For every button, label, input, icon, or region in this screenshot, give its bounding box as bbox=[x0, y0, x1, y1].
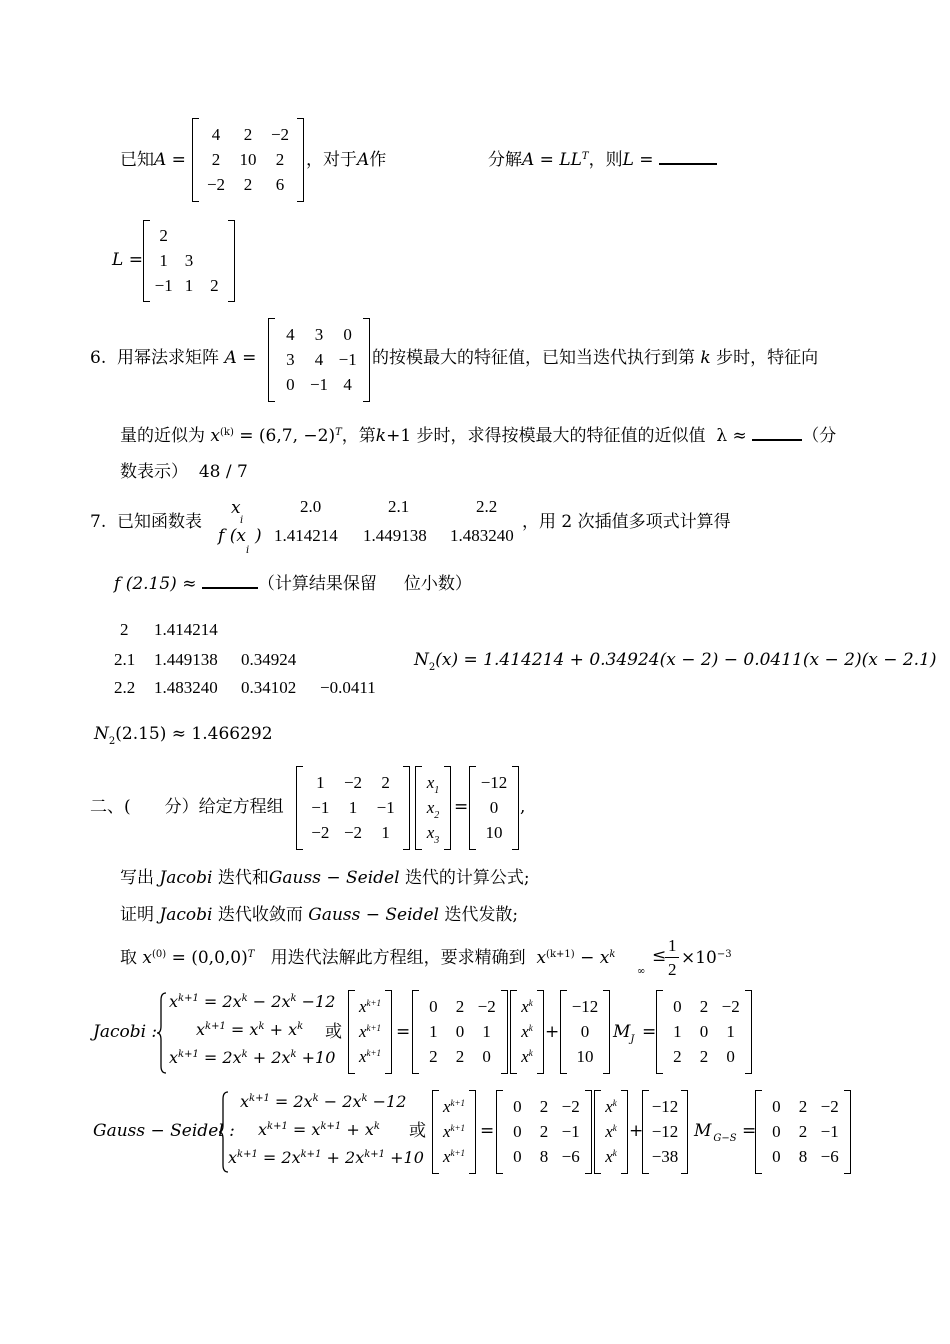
q7-N2b-sub: 2 bbox=[108, 736, 116, 747]
q5-decomp-formula: A = LL bbox=[522, 150, 582, 170]
q5-zuo: 作 bbox=[369, 150, 387, 170]
q7-text1: 已知函数表 bbox=[117, 512, 203, 532]
matrix-cell: $x^k$ bbox=[605, 1122, 617, 1141]
q6-k1: k bbox=[375, 426, 387, 446]
matrix-cell: $x^k$ bbox=[521, 996, 533, 1016]
jacobi-vec-xk1 bbox=[348, 990, 392, 1074]
q7-paren2: 位小数） bbox=[403, 574, 472, 594]
bracket-right bbox=[537, 990, 544, 1074]
q2-line3-a: 取 bbox=[120, 948, 137, 968]
q6-line2-d: （分 bbox=[802, 426, 837, 446]
q7-number: 7. bbox=[90, 512, 107, 532]
matrix-cell: −12 bbox=[651, 1096, 679, 1116]
q5-a-eq: A = bbox=[154, 150, 186, 170]
q7-N2-formula bbox=[414, 650, 937, 673]
q6-lambda: λ ≈ bbox=[716, 426, 747, 446]
matrix-cell: 0 bbox=[513, 1096, 522, 1116]
q7-table-cell: 0.34924 bbox=[241, 650, 297, 669]
matrix-cell: $x^k$ bbox=[521, 1022, 533, 1041]
matrix-cell: −6 bbox=[820, 1147, 839, 1167]
matrix-cell: 0 bbox=[343, 324, 352, 344]
matrix-cell: $x_2$ bbox=[426, 798, 440, 821]
gs-label: Gauss − Seidel : bbox=[93, 1121, 235, 1141]
q6-line1b bbox=[372, 348, 818, 368]
q7-f1: 1.449138 bbox=[363, 526, 427, 545]
matrix-cell: $x^{k+1}$ bbox=[442, 1122, 466, 1141]
jacobi-eq1: $x^{k+1} = 2x^k - 2x^k -12$ bbox=[169, 992, 336, 1011]
bracket-right bbox=[501, 990, 508, 1074]
q5-decomp-T: T bbox=[581, 151, 589, 162]
matrix-cell: 4 bbox=[314, 350, 324, 369]
bracket-left bbox=[143, 220, 150, 302]
q6-line1 bbox=[90, 348, 256, 368]
matrix-cell: −2 bbox=[820, 1096, 839, 1116]
matrix-cell: 6 bbox=[275, 175, 285, 195]
matrix-cell: 1 bbox=[316, 772, 325, 792]
matrix-cell: −1 bbox=[311, 798, 330, 817]
matrix-cell: 1 bbox=[726, 1022, 735, 1041]
gs-const bbox=[642, 1090, 688, 1174]
matrix-cell: 2 bbox=[798, 1096, 808, 1116]
gs-plus: + bbox=[629, 1121, 644, 1141]
q7-x0: 2.0 bbox=[300, 497, 322, 516]
matrix-cell: −6 bbox=[561, 1147, 580, 1167]
gs-eq3: $x^{k+1} = 2x^{k+1} + 2x^{k+1} +10$ bbox=[228, 1148, 424, 1167]
matrix-cell: $x^{k+1}$ bbox=[442, 1096, 466, 1116]
q2-line1-a: 写出 bbox=[120, 868, 154, 888]
q6-vec: x bbox=[210, 426, 220, 446]
q6-text2: 的按模最大的特征值，已知当迭代执行到第 bbox=[372, 348, 695, 368]
MGS-sub: G−S bbox=[713, 1133, 737, 1144]
MJ-sub: J bbox=[630, 1034, 635, 1045]
matrix-cell: 1 bbox=[482, 1022, 491, 1041]
bracket-right bbox=[228, 220, 235, 302]
matrix-cell: $x^{k+1}$ bbox=[358, 1022, 382, 1041]
q2-norm-l-sup: (k+1) bbox=[546, 949, 575, 960]
q7-f215: f (2.15) ≈ bbox=[114, 574, 197, 594]
q6-text3: 步时，特征向 bbox=[716, 348, 819, 368]
q5-mid-text: ，对于 bbox=[306, 150, 357, 170]
matrix-cell: 0 bbox=[772, 1122, 781, 1141]
matrix-cell: 0 bbox=[772, 1147, 781, 1167]
jacobi-const bbox=[560, 990, 610, 1074]
q6-vec-T: T bbox=[335, 427, 342, 438]
matrix-cell: $x^k$ bbox=[521, 1047, 533, 1067]
matrix-cell: 0 bbox=[455, 1022, 465, 1041]
matrix-cell: $x^k$ bbox=[605, 1096, 617, 1116]
matrix-cell: 1 bbox=[184, 275, 194, 295]
q5-L-label: L = bbox=[622, 150, 654, 170]
jacobi-brace bbox=[156, 992, 168, 1074]
q2-norm-mid-sup: k bbox=[609, 949, 616, 960]
q7-line1 bbox=[90, 512, 202, 532]
matrix-cell: 0 bbox=[513, 1147, 522, 1167]
q2-line2 bbox=[120, 905, 518, 925]
q2-norm-mid: − x bbox=[580, 948, 610, 968]
matrix-cell: 2 bbox=[381, 772, 390, 792]
q6-vec-val: = (6,7, −2) bbox=[239, 426, 336, 446]
jacobi-vec-xk bbox=[510, 990, 544, 1074]
q6-line3-text: 数表示） bbox=[120, 462, 188, 482]
bracket-left bbox=[412, 990, 419, 1074]
bracket-left bbox=[510, 990, 517, 1074]
gs-matrix bbox=[496, 1090, 592, 1174]
matrix-cell: −2 bbox=[721, 996, 740, 1016]
q7-answer-blank bbox=[202, 587, 258, 589]
matrix-cell: 0 bbox=[580, 1022, 590, 1041]
q2-x0-T: T bbox=[247, 949, 255, 960]
bracket-left bbox=[594, 1090, 601, 1174]
q2-jacobi-2: Jacobi bbox=[159, 905, 213, 925]
matrix-cell: 8 bbox=[798, 1147, 808, 1167]
matrix-cell: −2 bbox=[477, 996, 496, 1016]
matrix-cell: 0 bbox=[482, 1047, 491, 1067]
matrix-cell: 1 bbox=[429, 1022, 438, 1041]
q2-times bbox=[681, 948, 732, 971]
matrix-cell: 0 bbox=[489, 798, 499, 817]
q7-x1: 2.1 bbox=[388, 497, 410, 516]
matrix-cell: $x_3$ bbox=[426, 823, 440, 847]
matrix-A-q5 bbox=[192, 118, 304, 202]
matrix-cell: 1 bbox=[159, 251, 168, 270]
q2-half-den: 2 bbox=[668, 960, 677, 979]
q6-line3 bbox=[120, 462, 248, 482]
matrix-cell: 2 bbox=[455, 996, 465, 1016]
matrix-cell: −1 bbox=[561, 1122, 580, 1141]
matrix-cell: −1 bbox=[820, 1122, 839, 1141]
matrix-cell: 0 bbox=[513, 1122, 522, 1141]
q7-table-cell: 2.1 bbox=[114, 650, 136, 669]
bracket-right bbox=[621, 1090, 628, 1174]
q2-eq: = bbox=[454, 797, 469, 817]
q6-line2-c: +1 步时，求得按模最大的特征值的近似值 bbox=[386, 426, 706, 446]
q2-line2-b: 迭代收敛而 bbox=[217, 905, 303, 925]
matrix-cell: 4 bbox=[286, 324, 295, 344]
q6-line2-b: ，第 bbox=[341, 426, 376, 446]
matrix-cell: 10 bbox=[239, 150, 257, 169]
q6-line2 bbox=[120, 426, 836, 449]
MGS-eq: = bbox=[742, 1121, 757, 1141]
matrix-cell: 0 bbox=[699, 1022, 709, 1041]
bracket-right bbox=[512, 766, 519, 850]
q7-N2-value bbox=[94, 724, 273, 747]
matrix-cell: 3 bbox=[184, 251, 194, 270]
matrix-cell: 0 bbox=[429, 996, 438, 1016]
q7-table-cell: 1.483240 bbox=[154, 678, 218, 697]
matrix-cell: −38 bbox=[651, 1147, 679, 1167]
gs-eq2: $x^{k+1} = x^{k+1} + x^k$ bbox=[258, 1120, 380, 1139]
jacobi-eq2: $x^{k+1} = x^k + x^k$ bbox=[196, 1020, 304, 1039]
q2-times-sup: −3 bbox=[716, 949, 732, 960]
matrix-cell: 2 bbox=[211, 150, 221, 169]
matrix-cell: 2 bbox=[429, 1047, 438, 1067]
jacobi-eq-sign: = bbox=[396, 1022, 411, 1042]
q7-line2 bbox=[114, 574, 472, 594]
q7-text2: ，用 2 次插值多项式计算得 bbox=[522, 512, 731, 532]
matrix-cell: 8 bbox=[539, 1147, 549, 1167]
q7-f2: 1.483240 bbox=[450, 526, 514, 545]
q7-xi-text: x bbox=[231, 498, 241, 518]
q7-fxi-sub: i bbox=[246, 545, 250, 556]
jacobi-matrix bbox=[412, 990, 508, 1074]
matrix-cell: −1 bbox=[154, 275, 173, 295]
matrix-cell: 1 bbox=[348, 798, 358, 817]
bracket-right bbox=[681, 1090, 688, 1174]
bracket-right bbox=[403, 766, 410, 850]
matrix-cell: 2 bbox=[673, 1047, 682, 1067]
q7-table-cell: 1.414214 bbox=[154, 620, 218, 639]
q2-jacobi: Jacobi bbox=[159, 868, 213, 888]
q5-mid bbox=[306, 150, 386, 170]
q2-times-text: ×10 bbox=[681, 948, 717, 968]
q2-x0: x bbox=[142, 948, 152, 968]
q7-table-cell: −0.0411 bbox=[320, 678, 376, 697]
bracket-right bbox=[745, 990, 752, 1074]
q7-N2b: N bbox=[94, 724, 109, 744]
q5-decomp-text: 分解 bbox=[488, 150, 522, 170]
bracket-right bbox=[363, 318, 370, 402]
q2-half-num: 1 bbox=[668, 936, 677, 955]
matrix-cell: 2 bbox=[798, 1122, 808, 1141]
q5-prefix: 已知 bbox=[120, 150, 154, 170]
q6-answer: 48 / 7 bbox=[198, 462, 248, 482]
MGS-M: M bbox=[694, 1121, 712, 1141]
q7-fxi bbox=[218, 526, 246, 546]
q2-leq: ≤ bbox=[652, 946, 667, 966]
q7-N2-val: (2.15) ≈ 1.466292 bbox=[115, 724, 273, 744]
q2-line1 bbox=[120, 868, 530, 888]
matrix-cell: $x^k$ bbox=[605, 1147, 617, 1167]
matrix-cell: 4 bbox=[211, 124, 221, 144]
q2-norm-l: x bbox=[536, 948, 547, 968]
matrix-cell: 2 bbox=[210, 275, 219, 295]
q6-number: 6. bbox=[90, 348, 107, 368]
matrix-cell: −1 bbox=[338, 350, 357, 369]
jacobi-or: 或 bbox=[325, 1022, 342, 1042]
q5-answer-blank bbox=[659, 163, 717, 165]
q7-fxi-close: ) bbox=[255, 526, 262, 546]
matrix-cell: −1 bbox=[376, 798, 395, 817]
matrix-cell: −2 bbox=[206, 175, 226, 195]
bracket-left bbox=[656, 990, 663, 1074]
bracket-right bbox=[469, 1090, 476, 1174]
matrix-cell: 2 bbox=[699, 996, 709, 1016]
MGS-label bbox=[694, 1121, 737, 1144]
q7-x2: 2.2 bbox=[476, 497, 498, 516]
matrix-cell: −2 bbox=[311, 823, 330, 843]
matrix-cell: −12 bbox=[480, 772, 508, 792]
q7-N2-formula-text: (x) = 1.414214 + 0.34924(x − 2) − 0.0411(x − 2)(x − 2.1) bbox=[435, 650, 937, 670]
matrix-A-q2 bbox=[296, 766, 410, 850]
q7-table-cell: 2.2 bbox=[114, 678, 136, 697]
gs-eq1: $x^{k+1} = 2x^k - 2x^k -12$ bbox=[240, 1092, 407, 1111]
matrix-cell: 3 bbox=[286, 350, 295, 369]
q5-line bbox=[120, 150, 186, 170]
bracket-right bbox=[444, 766, 451, 850]
MJ-eq: = bbox=[642, 1022, 657, 1042]
bracket-right bbox=[297, 118, 304, 202]
q6-answer-blank bbox=[752, 439, 802, 441]
jacobi-label: Jacobi : bbox=[93, 1022, 158, 1042]
q5-answer-L-label: L = bbox=[112, 250, 143, 270]
bracket-left bbox=[415, 766, 422, 850]
bracket-right bbox=[603, 990, 610, 1074]
q2-line1-b: 迭代和 bbox=[217, 868, 269, 888]
bracket-right bbox=[385, 990, 392, 1074]
q7-N2-sub: 2 bbox=[428, 662, 436, 673]
bracket-left bbox=[268, 318, 275, 402]
matrix-cell: 2 bbox=[539, 1096, 549, 1116]
bracket-left bbox=[296, 766, 303, 850]
q2-heading: 二、( 分）给定方程组 bbox=[90, 797, 284, 817]
matrix-cell: 0 bbox=[673, 996, 682, 1016]
matrix-L bbox=[143, 220, 235, 302]
q6-vec-sup: (k) bbox=[220, 427, 234, 438]
matrix-cell: 10 bbox=[576, 1047, 594, 1067]
q6-line2-a: 量的近似为 bbox=[120, 426, 205, 446]
matrix-cell: 2 bbox=[243, 124, 253, 144]
bracket-left bbox=[642, 1090, 649, 1174]
gs-eq-sign: = bbox=[480, 1121, 495, 1141]
matrix-cell: −12 bbox=[651, 1122, 679, 1141]
q7-N2: N bbox=[414, 650, 429, 670]
gs-vec-xk bbox=[594, 1090, 628, 1174]
MJ-label bbox=[613, 1022, 634, 1045]
matrix-cell: 2 bbox=[455, 1047, 465, 1067]
bracket-right bbox=[585, 1090, 592, 1174]
matrix-cell: $x^{k+1}$ bbox=[442, 1147, 466, 1167]
bracket-left bbox=[469, 766, 476, 850]
matrix-cell: −2 bbox=[343, 823, 363, 843]
matrix-A-q6 bbox=[268, 318, 370, 402]
matrix-cell: −2 bbox=[270, 124, 290, 144]
matrix-cell: 1 bbox=[381, 823, 390, 843]
vector-b bbox=[469, 766, 519, 850]
matrix-cell: 2 bbox=[243, 175, 253, 195]
matrix-cell: −2 bbox=[561, 1096, 580, 1116]
bracket-left bbox=[496, 1090, 503, 1174]
bracket-right bbox=[844, 1090, 851, 1174]
matrix-cell: 4 bbox=[343, 375, 352, 395]
bracket-left bbox=[755, 1090, 762, 1174]
MJ-matrix bbox=[656, 990, 752, 1074]
q5-decomp bbox=[488, 150, 717, 173]
matrix-cell: 10 bbox=[485, 823, 503, 843]
q2-line2-c: 迭代发散; bbox=[444, 905, 519, 925]
matrix-cell: 1 bbox=[673, 1022, 682, 1041]
q2-line3-b: 用迭代法解此方程组，要求精确到 bbox=[270, 948, 526, 968]
matrix-cell: 2 bbox=[699, 1047, 709, 1067]
q6-k: k bbox=[700, 348, 711, 368]
gs-or: 或 bbox=[409, 1121, 426, 1141]
matrix-cell: −1 bbox=[309, 375, 329, 395]
q7-fxi-text: f (x bbox=[218, 526, 246, 546]
matrix-cell: $x_1$ bbox=[426, 772, 440, 796]
MJ-M: M bbox=[613, 1022, 631, 1042]
q7-f0: 1.414214 bbox=[274, 526, 338, 545]
bracket-left bbox=[432, 1090, 439, 1174]
matrix-cell: $x^{k+1}$ bbox=[358, 996, 382, 1016]
bracket-left bbox=[348, 990, 355, 1074]
q2-line2-a: 证明 bbox=[120, 905, 154, 925]
matrix-cell: 0 bbox=[286, 375, 295, 395]
q7-paren: （计算结果保留 bbox=[257, 574, 377, 594]
matrix-cell: 2 bbox=[539, 1122, 549, 1141]
matrix-cell: −12 bbox=[571, 996, 599, 1016]
matrix-cell: 0 bbox=[726, 1047, 735, 1067]
matrix-cell: 3 bbox=[314, 324, 324, 344]
q2-line1-c: 迭代的计算公式; bbox=[404, 868, 530, 888]
vector-x bbox=[415, 766, 451, 850]
q2-line3 bbox=[120, 948, 615, 971]
q6-a-eq: A = bbox=[224, 348, 257, 368]
gs-vec-xk1 bbox=[432, 1090, 476, 1174]
matrix-cell: 2 bbox=[159, 226, 168, 246]
q7-xi-sub: i bbox=[240, 515, 244, 526]
MGS-matrix bbox=[755, 1090, 851, 1174]
q5-ze: ，则 bbox=[588, 150, 623, 170]
q2-gs: Gauss − Seidel bbox=[268, 868, 400, 888]
q7-table-cell: 2 bbox=[120, 620, 129, 639]
q2-x0-sup: (0) bbox=[152, 949, 167, 960]
q2-norm-inf: ∞ bbox=[637, 966, 646, 977]
matrix-cell: −2 bbox=[343, 772, 363, 792]
q7-table-cell: 0.34102 bbox=[241, 678, 297, 697]
matrix-cell: 2 bbox=[275, 150, 285, 169]
q5-a-var: A bbox=[357, 150, 370, 170]
q2-x0-val: = (0,0,0) bbox=[171, 948, 248, 968]
q2-gs-2: Gauss − Seidel bbox=[308, 905, 439, 925]
jacobi-plus: + bbox=[545, 1022, 560, 1042]
matrix-cell: $x^{k+1}$ bbox=[358, 1047, 382, 1067]
jacobi-eq3: $x^{k+1} = 2x^k + 2x^k +10$ bbox=[169, 1048, 336, 1067]
q2-comma: , bbox=[520, 797, 526, 817]
q2-frac-bar bbox=[665, 957, 679, 958]
bracket-left bbox=[560, 990, 567, 1074]
q7-table-cell: 1.449138 bbox=[154, 650, 218, 669]
q6-text1: 用幂法求矩阵 bbox=[117, 348, 220, 368]
matrix-cell: 0 bbox=[772, 1096, 781, 1116]
bracket-left bbox=[192, 118, 199, 202]
